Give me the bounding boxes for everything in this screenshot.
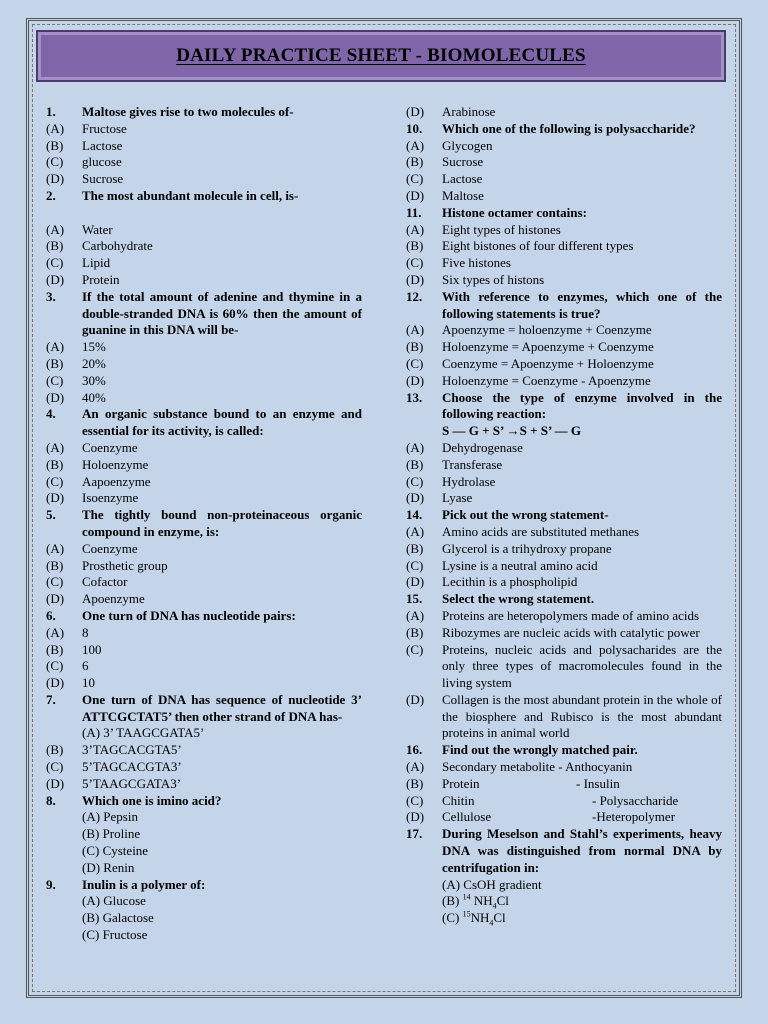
option: (B) Transferase bbox=[406, 456, 503, 472]
option: (A) CsOH gradient bbox=[442, 876, 542, 892]
option: (D) Protein bbox=[46, 271, 120, 287]
option: (C) Cofactor bbox=[46, 574, 128, 590]
option: (D) Collagen is the most abundant protein in the whole of the biosphere and Rubisco is the most abundant proteins in animal world bbox=[406, 691, 722, 741]
option: (B) Glycerol is a trihydroxy propane bbox=[406, 540, 612, 556]
reaction-equation: S — G + S’ →S + S’ — G bbox=[442, 423, 581, 439]
option: (A) 8 bbox=[46, 624, 89, 640]
option: (C) Five histones bbox=[406, 255, 511, 271]
option: (D) Renin bbox=[82, 859, 135, 875]
page-title: DAILY PRACTICE SHEET - BIOMOLECULES bbox=[176, 45, 586, 66]
option: (D) Holoenzyme = Coenzyme - Apoenzyme bbox=[406, 372, 651, 388]
option: (A) Fructose bbox=[46, 120, 127, 136]
question-1: 1. Maltose gives rise to two molecules of- bbox=[46, 104, 294, 119]
option: (B) 3’TAGCACGTA5’ bbox=[46, 742, 182, 758]
option: (D) Six types of histons bbox=[406, 271, 545, 287]
option: (D) Lecithin is a phospholipid bbox=[406, 574, 578, 590]
option: (A) Glucose bbox=[82, 893, 146, 909]
option: (D) Cellulose -Heteropolymer bbox=[406, 809, 676, 825]
option: (C) Lysine is a neutral amino acid bbox=[406, 557, 598, 573]
option: (A) Water bbox=[46, 221, 113, 237]
option: (A) Secondary metabolite - Anthocyanin bbox=[406, 759, 633, 775]
right-column bbox=[406, 104, 722, 927]
option: (B) 20% bbox=[46, 355, 106, 371]
option: (A) Coenzyme bbox=[46, 540, 138, 556]
option: (A) 3’ TAAGCGATA5’ bbox=[82, 725, 205, 741]
question-3: 3. If the total amount of adenine and thymine in a double-stranded DNA is 60% then the amount of guanine in this DNA will be- bbox=[46, 288, 362, 338]
option: (A) Amino acids are substituted methanes bbox=[406, 523, 640, 539]
option: (A) Glycogen bbox=[406, 137, 493, 153]
option: (B) Proline bbox=[82, 826, 141, 842]
option: (C) Aapoenzyme bbox=[46, 473, 151, 489]
option: (A) Coenzyme bbox=[46, 439, 138, 455]
option: (D) 5’TAAGCGATA3’ bbox=[46, 775, 182, 791]
option: (D) 40% bbox=[46, 389, 106, 405]
option: (A) Pepsin bbox=[82, 809, 138, 825]
option: (B) Holoenzyme bbox=[46, 456, 149, 472]
option: (B) Lactose bbox=[46, 137, 123, 153]
option: (A) Eight types of histones bbox=[406, 221, 561, 237]
option: (C) Proteins, nucleic acids and polysacharides are the only three types of macromolecules found in the living system bbox=[406, 641, 722, 691]
option: (A) 15% bbox=[46, 339, 106, 355]
option: (B) Galactose bbox=[82, 910, 154, 926]
option: (A) Proteins are heteropolymers made of amino acids bbox=[406, 607, 700, 623]
option: (A) Apoenzyme = holoenzyme + Coenzyme bbox=[406, 322, 652, 338]
option: (D) Arabinose bbox=[406, 104, 496, 119]
question-9: 9. Inulin is a polymer of: bbox=[46, 876, 206, 892]
option: (C) glucose bbox=[46, 154, 122, 170]
option: (C) Fructose bbox=[82, 927, 148, 943]
title-banner bbox=[36, 30, 726, 82]
option: (D) Isoenzyme bbox=[46, 490, 139, 506]
option: (D) 10 bbox=[46, 675, 95, 691]
question-14: 14. Pick out the wrong statement- bbox=[406, 507, 609, 523]
option: (D) Maltose bbox=[406, 187, 484, 203]
question-17: 17. During Meselson and Stahl’s experiments, heavy DNA was distinguished from normal DNA by centrifugation in: bbox=[406, 826, 722, 875]
option: (C) Hydrolase bbox=[406, 473, 496, 489]
option: (C) 30% bbox=[46, 372, 106, 388]
question-8: 8. Which one is imino acid? bbox=[46, 792, 222, 808]
option: (B) Eight bistones of four different types bbox=[406, 238, 634, 254]
option: (C) 5’TAGCACGTA3’ bbox=[46, 759, 182, 775]
option: (C) Coenzyme = Apoenzyme + Holoenzyme bbox=[406, 355, 654, 371]
option: (C) Lactose bbox=[406, 171, 483, 187]
question-12: 12. With reference to enzymes, which one of the following statements is true? bbox=[406, 288, 722, 321]
option: (B) Sucrose bbox=[406, 154, 484, 170]
option: (C) $^{15}NH_4Cl$ bbox=[442, 909, 506, 928]
option: (B) $^{14}$ $NH_4Cl$ bbox=[442, 893, 509, 912]
question-16: 16. Find out the wrongly matched pair. bbox=[406, 742, 638, 758]
option: (D) Apoenzyme bbox=[46, 591, 145, 607]
option: (B) Prosthetic group bbox=[46, 557, 168, 573]
option: (B) Ribozymes are nucleic acids with catalytic power bbox=[406, 624, 700, 640]
option: (B) Holoenzyme = Apoenzyme + Coenzyme bbox=[406, 339, 654, 355]
option: (D) Lyase bbox=[406, 490, 473, 506]
option: (B) Protein - Insulin bbox=[406, 775, 620, 791]
question-13: 13. Choose the type of enzyme involved in the following reaction: bbox=[406, 389, 722, 422]
question-5: 5. The tightly bound non-proteinaceous organic compound in enzyme, is: bbox=[46, 507, 362, 539]
question-15: 15. Select the wrong statement. bbox=[406, 591, 595, 607]
question-11: 11. Histone octamer contains: bbox=[406, 204, 587, 220]
question-4: 4. An organic substance bound to an enzyme and essential for its activity, is called: bbox=[46, 406, 362, 439]
question-7: 7. One turn of DNA has sequence of nucleotide 3’ ATTCGCTAT5’ then other strand of DNA has- bbox=[46, 691, 362, 724]
option: (C) Cysteine bbox=[82, 843, 149, 859]
option: (C) Chitin - Polysaccharide bbox=[406, 792, 679, 808]
option: (B) Carbohydrate bbox=[46, 238, 153, 254]
option: (A) Dehydrogenase bbox=[406, 439, 523, 455]
question-6: 6. One turn of DNA has nucleotide pairs: bbox=[46, 607, 296, 623]
option: (C) Lipid bbox=[46, 255, 111, 271]
question-10: 10. Which one of the following is polysaccharide? bbox=[406, 120, 696, 136]
question-2: 2. The most abundant molecule in cell, is- bbox=[46, 187, 299, 203]
option: (C) 6 bbox=[46, 658, 89, 674]
option: (B) 100 bbox=[46, 641, 102, 657]
option: (D) Sucrose bbox=[46, 171, 124, 187]
left-column bbox=[46, 104, 362, 944]
